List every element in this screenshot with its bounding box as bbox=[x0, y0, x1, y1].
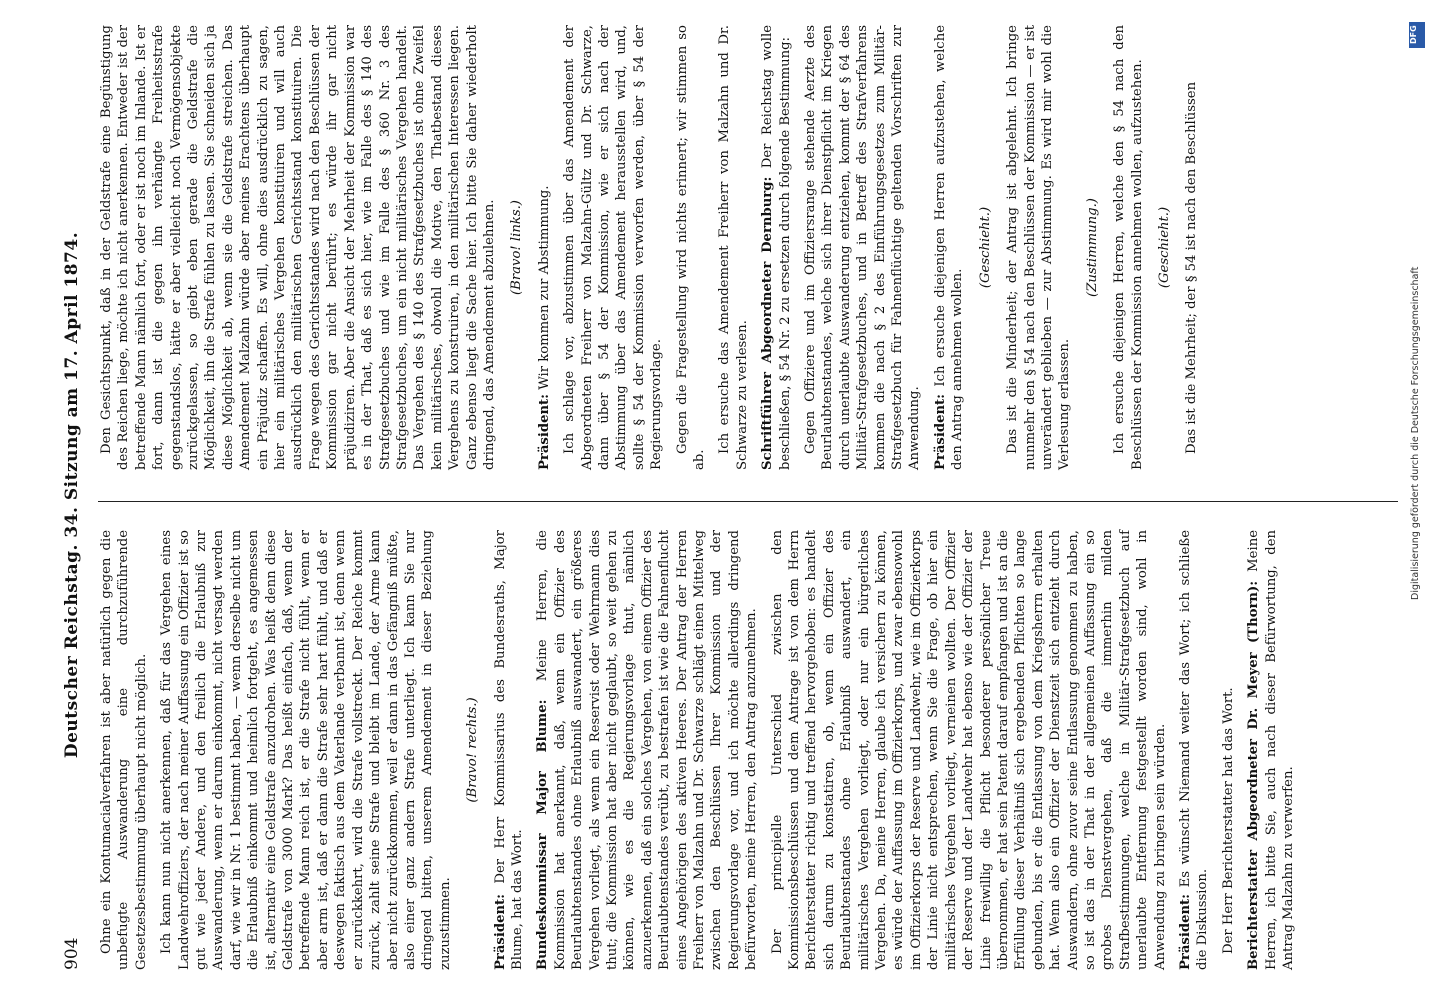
paragraph bbox=[536, 25, 553, 470]
speech-text: Meine Herren, die Kommission hat anerkannt, daß, wenn ein Offizier des Beurlaubtenstandes ohne Erlaubniß auswandert, ein größeres Vergehen vorliegt, als wenn ein Reservist oder Wehrmann dies thut; die Kommission hat aber nicht geglaubt, so weit gehen zu können, wie es die Regierungsvorlage thut, nämlich anzuerkennen, daß ein solches Vergehen, von einem Offizier des Beurlaubtenstandes verübt, zu bestrafen ist wie die Fahnenflucht eines Angehörigen des aktiven Heeres. Der Antrag der Herren Freiherr von Malzahn und Dr. Schwarze schlägt einen Mittelweg zwischen den Beschlüssen Ihrer Kommission und der Regierungsvorlage vor, und ich möchte allerdings dringend befürworten, meine Herren, den Antrag anzunehmen. bbox=[535, 530, 760, 970]
paragraph bbox=[759, 25, 794, 470]
speaker-label: Berichterstatter Abgeordneter Dr. Meyer (Thorn): bbox=[1246, 580, 1262, 970]
left-column bbox=[98, 530, 1305, 970]
right-column bbox=[98, 25, 1209, 470]
paragraph: Der principielle Unterschied zwischen den Kommissionsbeschlüssen und dem Antrage ist von dem Herrn Berichterstatter richtig und treffend hervorgehoben: es handelt sich darum zu konstatiren, ob, wenn ein Offizier des Beurlaubtenstandes ohne Erlaubniß auswandert, ein militärisches Vergehen vorliegt, oder nur ein bürgerliches Vergehen. Da, meine Herren, glaube ich versichern zu können, es würde der Auffassung im Offizierkorps, und zwar ebensowohl im Offizierkorps der Reserve und Landwehr, wie im Offizierkorps der Linie nicht entsprechen, wenn Sie die Frage, ob hier ein militärisches Vergehen vorliegt, verneinen wollten. Der Offizier der Reserve und der Landwehr hat ebenso wie der Offizier der Linie freiwillig die Pflicht besonderer persönlicher Treue übernommen, er hat sein Patent darauf empfangen und ist an die Erfüllung dieser Verhältniß sich ergebenden Pflichten so lange gebunden, bis er die Entlassung von dem Kriegsherrn erhalten hat. Wenn also ein Offizier der Dienstzeit sich entzieht durch Auswandern, ohne zuvor seine Entlassung genommen zu haben, so ist das in der That in der allgemeinen Auffassung ein so grobes Dienstvergehen, daß die immerhin milden Strafbestimmungen, welche in Militär-Strafgesetzbuch auf unerlaubte Entfernung festgestellt worden sind, wohl in Anwendung zu bringen sein würden. bbox=[769, 530, 1168, 970]
speaker-label: Präsident: bbox=[1177, 893, 1193, 970]
paragraph: Ich ersuche das Amendement Freiherr von Malzahn und Dr. Schwarze zu verlesen. bbox=[717, 25, 750, 470]
paragraph: Ich kann nun nicht anerkennen, daß für das Vergehen eines Landwehroffiziers, der nach meiner Auffassung ein Offizier ist so gut wie jeder Andere, und den freilich die Erlaubniß zur Auswanderung, wenn er darum einkommt, nicht versagt werden darf, wie wir in Nr. 1 bestimmt haben, — wenn derselbe nicht um die Erlaubniß einkommt und heimlich fortgeht, es angemessen ist, alternativ eine Geldstrafe anzudrohen. Was heißt denn diese Geldstrafe von 3000 Mark? Das heißt einfach, daß, wenn der betreffende Mann reich ist, er die Strafe nicht fühlt, wenn er aber arm ist, daß er dann die Strafe sehr hart fühlt, und daß er deswegen faktisch aus dem Vaterlande verbannt ist, denn wenn er zurückkehrt, wird die Strafe vollstreckt. Der Reiche kommt zurück, zahlt seine Strafe und bleibt im Lande, der Arme kann aber nicht zurückkommen, weil er dann in das Gefängniß müßte, also einer ganz andern Strafe unterliegt. Ich kann Sie nur dringend bitten, unserem Amendement in dieser Beziehung zuzustimmen. bbox=[159, 530, 453, 970]
rotated-page bbox=[50, 0, 1420, 990]
paragraph: Ich schlage vor, abzustimmen über das Amendement der Abgeordneten Freiherr von Malzahn-Gültz und Dr. Schwarze, dann über § 54 der Kommission, wie er sich nach der Abstimmung über das Amendement herausstellen wird, und, sollte § 54 der Kommission verworfen werden, über § 54 der Regierungsvorlage. bbox=[562, 25, 665, 470]
speech-text: Meine Herren, ich bitte Sie, auch nach dieser Befürwortung, den Antrag Malzahn zu verwerfen. bbox=[1246, 530, 1296, 970]
speech-text: Ich ersuche diejenigen Herren aufzustehen, welche den Antrag annehmen wollen. bbox=[932, 25, 966, 470]
speech-text: Es wünscht Niemand weiter das Wort; ich schließe die Diskussion. bbox=[1177, 530, 1211, 970]
paragraph bbox=[932, 25, 967, 470]
speaker-label: Präsident: bbox=[536, 393, 552, 470]
paragraph: Das ist die Mehrheit; der § 54 ist nach den Beschlüssen bbox=[1184, 81, 1200, 454]
speaker-label: Präsident: bbox=[492, 893, 508, 970]
column-divider bbox=[98, 501, 1398, 502]
paragraph: Gegen die Fragestellung wird nichts erinnert; wir stimmen so ab. bbox=[674, 25, 707, 470]
page-number: 904 bbox=[62, 937, 82, 970]
speech-text: Wir kommen zur Abstimmung. bbox=[536, 185, 552, 394]
page-title: Deutscher Reichstag. 34. Sitzung am 17. April 1874. bbox=[62, 231, 82, 759]
quoted-amendment: Gegen Offiziere und im Offiziersrange stehende Aerzte des Beurlaubtenstandes, welche sich ihrer Dienstpflicht im Kriegen durch unerlaubte Auswanderung entziehen, kommt der § 64 des Militär-Strafgesetzbuches, und in Betreff des Strafverfahrens kommen die nach § 2 des Einführungsgesetzes zum Militär-Strafgesetzbuch für Fahnenflüchtige geltenden Vorschriften zur Anwendung. bbox=[803, 25, 923, 470]
paragraph bbox=[492, 530, 527, 970]
dfg-notice-text: Digitalisierung gefördert durch die Deutsche Forschungsgemeinschaft bbox=[1410, 266, 1421, 600]
speaker-label: Bundeskommissar Major Blume: bbox=[535, 699, 551, 970]
paragraph bbox=[1177, 530, 1212, 970]
stage-direction: (Geschieht.) bbox=[977, 206, 993, 289]
stage-direction: (Geschieht.) bbox=[1156, 206, 1172, 289]
stage-direction: (Bravo! links.) bbox=[509, 200, 525, 295]
speech-text: Der Reichstag wolle beschließen, § 54 Nr. 2 zu ersetzen durch folgende Bestimmung: bbox=[760, 25, 793, 470]
stage-direction: (Bravo! rechts.) bbox=[465, 697, 481, 803]
stage-direction: (Zustimmung.) bbox=[1084, 198, 1100, 297]
speech-text: Der Herr Kommissarius des Bundesraths, Major Blume, hat das Wort. bbox=[492, 530, 525, 970]
dfg-logo: DFG bbox=[1409, 22, 1425, 48]
paragraph: Ohne ein Kontumacialverfahren ist aber natürlich gegen die unbefugte Auswanderung eine durchzuführende Gesetzesbestimmung überhaupt nicht möglich. bbox=[99, 530, 149, 970]
paragraph: Den Gesichtspunkt, daß in der Geldstrafe eine Begünstigung des Reichen liege, möchte ich nicht anerkennen. Entweder ist der betreffende Mann nämlich fort, oder er ist noch im Inlande. Ist er fort, dann ist die gegen ihn verhängte Freiheitsstrafe gegenstandslos, hätte er aber vielleicht noch Vermögensobjekte zurückgelassen, so giebt eben gerade die Geldstrafe die Möglichkeit, ihn die Strafe fühlen zu lassen. Sie schneiden sich ja diese Möglichkeit ab, wenn sie die Geldstrafe streichen. Das Amendement Malzahn würde aber meines Erachtens überhaupt ein Präjudiz schaffen. Es will, ohne dies ausdrücklich zu sagen, hier ein militärisches Vergehen konstituiren und will auch ausdrücklich den militärischen Gerichtsstand konstituiren. Die Frage wegen des Gerichtsstandes wird nach den Beschlüssen der Kommission gar nicht berührt; es würde ihr gar nicht präjudiziren. Aber die Ansicht der Mehrheit der Kommission war es in der That, daß es sich hier, wie im Falle des § 140 des Strafgesetzbuches und wie im Falle des § 360 Nr. 3 des Strafgesetzbuches, um ein nicht militärisches Vergehen handelt. Das Vergehen des § 140 des Strafgesetzbuches ist ohne Zweifel kein militärisches, obwohl die Motive, den Thatbestand dieses Vergehens zu konstruiren, in den militärischen Interessen liegen. Ganz ebenso liegt die Sache hier. Ich bitte Sie daher wiederholt dringend, das Amendement abzulehnen. bbox=[99, 25, 497, 470]
dfg-notice bbox=[1408, 20, 1428, 600]
paragraph bbox=[1245, 530, 1297, 970]
speaker-label: Schriftführer Abgeordneter Dernburg: bbox=[760, 176, 776, 470]
paragraph: Ich ersuche diejenigen Herren, welche den § 54 nach den Beschlüssen der Kommission annehmen wollen, aufzustehen. bbox=[1112, 25, 1145, 470]
page-header bbox=[58, 20, 88, 970]
paragraph: Das ist die Minderheit; der Antrag ist abgelehnt. Ich bringe nunmehr den § 54 nach den Beschlüssen der Kommission — er ist unverändert geblieben — zur Abstimmung. Es wird mir wohl die Verlesung erlassen. bbox=[1005, 25, 1073, 470]
speaker-label: Präsident: bbox=[932, 393, 948, 470]
paragraph: Der Herr Berichterstatter hat das Wort. bbox=[1220, 687, 1236, 954]
paragraph bbox=[534, 530, 760, 970]
